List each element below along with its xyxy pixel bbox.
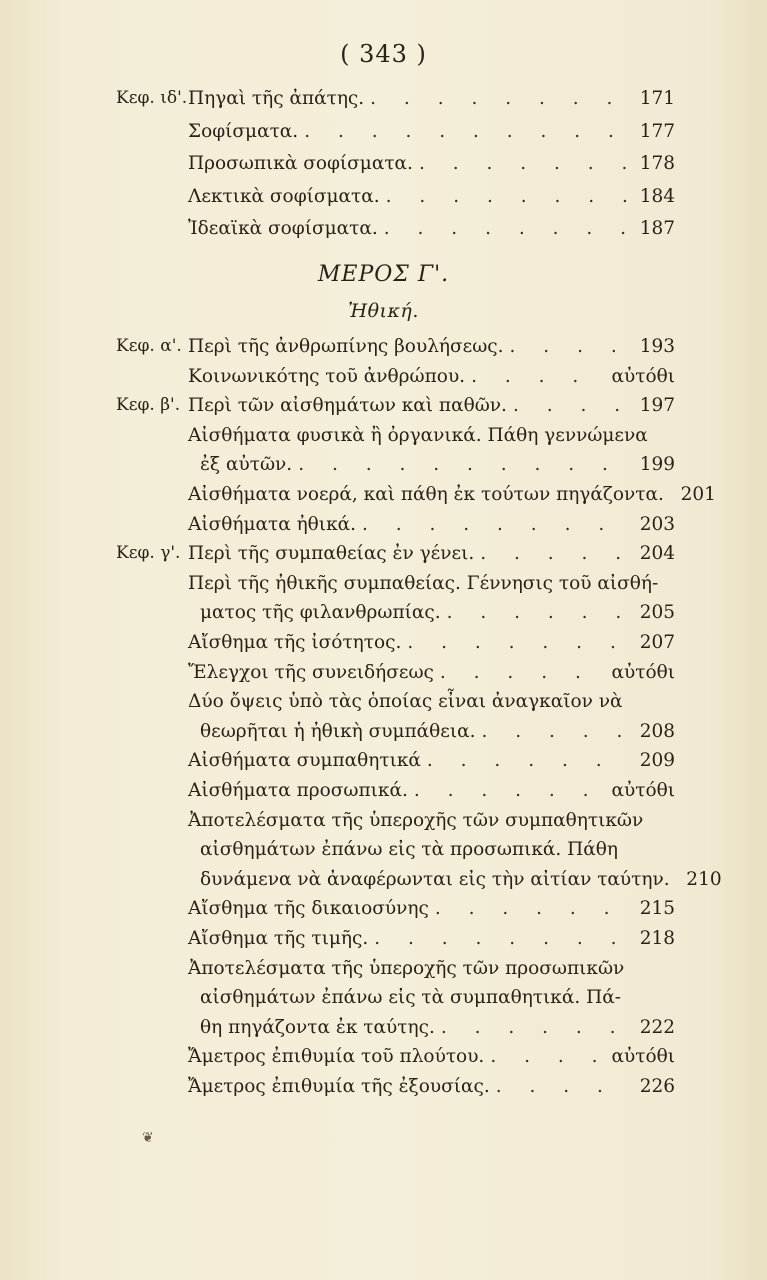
dot-leader [407, 632, 629, 653]
entry-title: Αἰσθήματα προσωπικά. [188, 780, 408, 801]
page-reference: 209 [639, 750, 675, 772]
page-reference: 199 [639, 454, 675, 476]
entry-title: Ἀποτελέσματα τῆς ὑπεροχῆς τῶν προσωπικῶν [188, 957, 625, 979]
entry-title: Αἴσθημα τῆς τιμῆς. [188, 928, 369, 949]
page-reference: 178 [639, 153, 675, 174]
dot-leader [370, 88, 629, 109]
entry-title: ἐξ αὐτῶν. [200, 454, 293, 476]
entry-title: Περὶ τῆς ἠθικῆς συμπαθείας. Γέννησις τοῦ αἰσθή- [188, 572, 659, 594]
page-reference: 207 [639, 632, 675, 653]
dot-leader [304, 121, 629, 142]
toc-entry [188, 121, 675, 155]
dot-leader [482, 721, 630, 742]
toc-entry [188, 153, 675, 187]
dot-leader [384, 218, 629, 239]
page-reference: 215 [639, 898, 675, 920]
page-reference: 187 [639, 218, 675, 239]
entry-title: Ἀποτελέσματα τῆς ὑπεροχῆς τῶν συμπαθητικῶν [188, 809, 644, 831]
dot-leader [471, 366, 605, 387]
entry-title: Αἰσθήματα φυσικὰ ἢ ὀργανικά. Πάθη γεννώμενα [188, 424, 648, 446]
entry-title: Προσωπικὰ σοφίσματα. [188, 153, 413, 174]
entry-title: αἰσθημάτων ἐπάνω εἰς τὰ συμπαθητικά. Πά- [200, 987, 621, 1009]
toc-entry [188, 218, 675, 252]
entry-title: θη πηγάζοντα ἐκ ταύτης. [200, 1016, 435, 1038]
dot-leader [480, 543, 629, 564]
entry-title: Δύο ὄψεις ὑπὸ τὰς ὁποίας εἶναι ἀναγκαῖον νὰ [188, 691, 623, 713]
toc-entry [188, 186, 675, 220]
dot-leader [447, 602, 629, 623]
entry-title: ματος τῆς φιλανθρωπίας. [200, 602, 441, 624]
page-reference: αὐτόθι [611, 1046, 675, 1068]
dot-leader [513, 395, 629, 416]
entry-title: δυνάμενα νὰ ἀναφέρωνται εἰς τὴν αἰτίαν ταύτην. [200, 868, 670, 890]
chapter-label: Κεφ. ιδ'. [116, 88, 188, 108]
chapter-label: Κεφ. α'. [116, 336, 182, 356]
dot-leader [441, 1017, 629, 1038]
section-subtitle: Ἠθική. [348, 300, 419, 322]
entry-title: Πηγαὶ τῆς ἀπάτης. [188, 88, 365, 109]
dot-leader [298, 454, 629, 475]
entry-title: Αἰσθήματα ἠθικά. [188, 513, 356, 535]
page-reference: 204 [639, 543, 675, 565]
chapter-label: Κεφ. γ'. [116, 543, 181, 564]
toc-entry [116, 88, 675, 122]
entry-title: Ἔλεγχοι τῆς συνειδήσεως [188, 661, 434, 683]
page-reference: 184 [639, 185, 675, 207]
page-reference: 177 [639, 120, 675, 142]
section-title: ΜΕΡΟΣ Γ'. [317, 262, 450, 287]
entry-title: Κοινωνικότης τοῦ ἀνθρώπου. [188, 365, 466, 387]
entry-title: Περὶ τῆς ἀνθρωπίνης βουλήσεως. [188, 336, 504, 357]
entry-title: αἰσθημάτων ἐπάνω εἰς τὰ προσωπικά. Πάθη [200, 839, 619, 861]
entry-title: Αἰσθήματα συμπαθητικά [188, 750, 421, 772]
entry-title: θεωρῆται ἡ ἠθικὴ συμπάθεια. [200, 720, 476, 742]
page-reference: 171 [639, 88, 675, 109]
page-reference: 222 [639, 1016, 675, 1038]
page-reference: 210 [686, 868, 722, 890]
page-reference: 197 [639, 395, 675, 417]
dot-leader [510, 336, 629, 357]
page-reference: 205 [639, 602, 675, 624]
entry-title: Ἰδεαϊκὰ σοφίσματα. [188, 218, 378, 239]
page-reference: 203 [639, 513, 675, 535]
page-reference: 193 [639, 336, 675, 357]
dot-leader [386, 186, 629, 207]
dot-leader [427, 750, 629, 771]
toc-entry [188, 1076, 675, 1110]
dot-leader [414, 780, 606, 801]
entry-title: Περὶ τῆς συμπαθείας ἐν γένει. [188, 543, 475, 565]
dot-leader [496, 1076, 629, 1097]
entry-title: Ἄμετρος ἐπιθυμία τῆς ἐξουσίας. [188, 1076, 490, 1097]
page-reference: 226 [639, 1076, 675, 1097]
entry-title: Αἴσθημα τῆς ἰσότητος. [188, 632, 402, 653]
dot-leader [419, 153, 629, 174]
entry-title: Σοφίσματα. [188, 120, 299, 142]
dot-leader [374, 928, 629, 949]
dot-leader [440, 662, 606, 683]
entry-title: Αἴσθημα τῆς δικαιοσύνης [188, 898, 429, 920]
entry-title: Περὶ τῶν αἰσθημάτων καὶ παθῶν. [188, 395, 507, 417]
page-reference: 208 [639, 720, 675, 742]
page-reference: αὐτόθι [611, 365, 675, 387]
printer-ornament: ❦ [142, 1130, 154, 1146]
page-number: ( 343 ) [340, 40, 427, 68]
entry-title: Λεκτικὰ σοφίσματα. [188, 185, 380, 207]
dot-leader [435, 898, 629, 919]
page-reference: 218 [639, 928, 675, 949]
page-reference: αὐτόθι [611, 661, 675, 683]
entry-title: Ἄμετρος ἐπιθυμία τοῦ πλούτου. [188, 1046, 485, 1068]
entry-title: Αἰσθήματα νοερά, καὶ πάθη ἐκ τούτων πηγάζοντα. [188, 484, 664, 505]
dot-leader [362, 514, 629, 535]
page-reference: 201 [680, 484, 716, 505]
dot-leader [490, 1046, 605, 1067]
chapter-label: Κεφ. β'. [116, 395, 181, 416]
page-reference: αὐτόθι [611, 780, 675, 801]
